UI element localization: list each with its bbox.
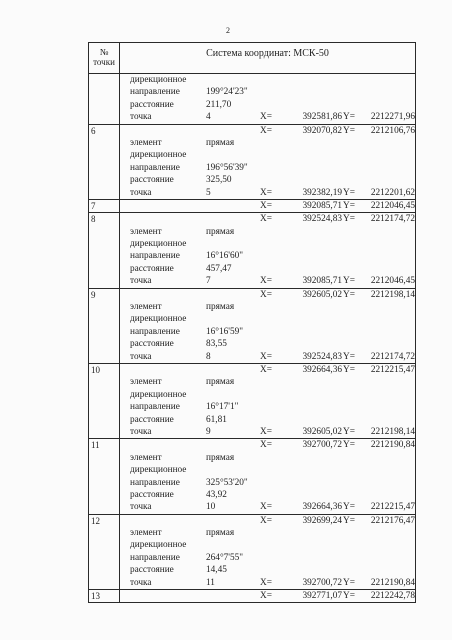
table-line bbox=[89, 200, 415, 212]
x-prefix: X= bbox=[260, 577, 272, 588]
table-line bbox=[89, 137, 415, 149]
point-number-cell: 6 bbox=[89, 125, 120, 199]
table-row bbox=[89, 515, 415, 590]
line-value: 8 bbox=[206, 351, 211, 362]
table-line bbox=[89, 263, 415, 275]
y-coordinate: 2212271,96 bbox=[370, 112, 415, 123]
line-value: 199°24'23" bbox=[206, 87, 248, 98]
line-label: дирекционное bbox=[130, 75, 187, 85]
line-value: прямая bbox=[206, 137, 235, 148]
x-coordinate: 392699,24 bbox=[302, 515, 342, 526]
table-row bbox=[89, 74, 415, 125]
line-label: точка bbox=[130, 502, 152, 513]
table-line bbox=[89, 86, 415, 98]
x-prefix: X= bbox=[260, 351, 272, 362]
table-line bbox=[89, 439, 415, 451]
table-row bbox=[89, 439, 415, 514]
x-coordinate: 392605,02 bbox=[302, 289, 342, 300]
x-coordinate: 392524,83 bbox=[302, 351, 342, 362]
page-number: 2 bbox=[226, 26, 230, 35]
table-line bbox=[89, 401, 415, 413]
point-number-cell: 10 bbox=[89, 364, 120, 438]
table-line bbox=[89, 452, 415, 464]
table-line bbox=[89, 74, 415, 86]
table-line bbox=[89, 590, 415, 602]
y-coordinate: 2212198,14 bbox=[370, 426, 415, 437]
table-line bbox=[89, 162, 415, 174]
line-label: дирекционное bbox=[130, 239, 187, 250]
y-coordinate: 2212106,76 bbox=[370, 125, 415, 136]
line-label: направление bbox=[130, 251, 180, 262]
x-prefix: X= bbox=[260, 502, 272, 513]
x-coordinate: 392581,86 bbox=[302, 112, 342, 123]
table-line bbox=[89, 489, 415, 501]
table-header bbox=[89, 43, 415, 74]
table-line bbox=[89, 187, 415, 199]
x-coordinate: 392700,72 bbox=[302, 577, 342, 588]
line-label: расстояние bbox=[130, 414, 174, 425]
y-prefix: Y= bbox=[343, 440, 355, 451]
y-prefix: Y= bbox=[343, 591, 355, 602]
line-label: направление bbox=[130, 402, 180, 413]
table-line bbox=[89, 313, 415, 325]
y-prefix: Y= bbox=[343, 276, 355, 287]
line-label: элемент bbox=[130, 452, 162, 463]
line-label: точка bbox=[130, 426, 152, 437]
line-label: элемент bbox=[130, 302, 162, 313]
x-prefix: X= bbox=[260, 125, 272, 136]
coordinates-table bbox=[88, 42, 416, 603]
table-line bbox=[89, 326, 415, 338]
table-line bbox=[89, 477, 415, 489]
table-line bbox=[89, 226, 415, 238]
x-coordinate: 392605,02 bbox=[302, 426, 342, 437]
table-line bbox=[89, 364, 415, 376]
line-label: элемент bbox=[130, 226, 162, 237]
line-label: точка bbox=[130, 187, 152, 198]
line-label: дирекционное bbox=[130, 389, 187, 400]
line-value: 61,81 bbox=[206, 414, 227, 425]
x-prefix: X= bbox=[260, 364, 272, 375]
y-prefix: Y= bbox=[343, 515, 355, 526]
table-line bbox=[89, 125, 415, 137]
line-value: 5 bbox=[206, 187, 211, 198]
table-line bbox=[89, 99, 415, 111]
y-prefix: Y= bbox=[343, 426, 355, 437]
y-prefix: Y= bbox=[343, 200, 355, 211]
y-coordinate: 2212176,47 bbox=[370, 515, 415, 526]
table-row bbox=[89, 590, 415, 602]
table-line bbox=[89, 301, 415, 313]
x-coordinate: 392700,72 bbox=[302, 440, 342, 451]
table-line bbox=[89, 213, 415, 225]
table-line bbox=[89, 539, 415, 551]
y-prefix: Y= bbox=[343, 289, 355, 300]
line-value: 325°53'20" bbox=[206, 477, 248, 488]
table-line bbox=[89, 238, 415, 250]
y-prefix: Y= bbox=[343, 187, 355, 198]
line-label: направление bbox=[130, 162, 180, 173]
line-value: прямая bbox=[206, 377, 235, 388]
table-line bbox=[89, 149, 415, 161]
y-coordinate: 2212242,78 bbox=[370, 591, 415, 602]
y-coordinate: 2212190,84 bbox=[370, 577, 415, 588]
table-line bbox=[89, 289, 415, 301]
x-prefix: X= bbox=[260, 440, 272, 451]
line-label: направление bbox=[130, 87, 180, 98]
line-value: 16°16'60" bbox=[206, 251, 244, 262]
table-row bbox=[89, 200, 415, 213]
y-coordinate: 2212190,84 bbox=[370, 440, 415, 451]
line-label: расстояние bbox=[130, 339, 174, 350]
table-line bbox=[89, 376, 415, 388]
x-coordinate: 392771,07 bbox=[302, 591, 342, 602]
y-coordinate: 2212174,72 bbox=[370, 214, 415, 225]
line-value: 325,50 bbox=[206, 175, 232, 186]
x-prefix: X= bbox=[260, 591, 272, 602]
x-prefix: X= bbox=[260, 289, 272, 300]
line-label: элемент bbox=[130, 377, 162, 388]
table-row bbox=[89, 125, 415, 200]
point-number-cell: 13 bbox=[89, 590, 120, 602]
line-label: элемент bbox=[130, 137, 162, 148]
line-label: расстояние bbox=[130, 263, 174, 274]
table-line bbox=[89, 464, 415, 476]
y-prefix: Y= bbox=[343, 214, 355, 225]
line-label: точка bbox=[130, 112, 152, 123]
table-line bbox=[89, 174, 415, 186]
y-coordinate: 2212046,45 bbox=[370, 200, 415, 211]
line-label: направление bbox=[130, 477, 180, 488]
x-coordinate: 392524,83 bbox=[302, 214, 342, 225]
line-label: дирекционное bbox=[130, 465, 187, 476]
line-label: дирекционное bbox=[130, 314, 187, 325]
line-value: 43,92 bbox=[206, 489, 227, 500]
line-value: 83,55 bbox=[206, 339, 227, 350]
x-prefix: X= bbox=[260, 112, 272, 123]
line-value: прямая bbox=[206, 452, 235, 463]
table-line bbox=[89, 501, 415, 513]
line-label: направление bbox=[130, 552, 180, 563]
table-row bbox=[89, 289, 415, 364]
y-prefix: Y= bbox=[343, 364, 355, 375]
line-value: 457,47 bbox=[206, 263, 232, 274]
x-coordinate: 392382,19 bbox=[302, 187, 342, 198]
y-coordinate: 2212174,72 bbox=[370, 351, 415, 362]
line-value: прямая bbox=[206, 302, 235, 313]
line-label: направление bbox=[130, 326, 180, 337]
point-number-cell: 12 bbox=[89, 515, 120, 589]
point-number-cell: 7 bbox=[89, 200, 120, 212]
table-line bbox=[89, 552, 415, 564]
line-value: 10 bbox=[206, 502, 216, 513]
line-value: 4 bbox=[206, 112, 211, 123]
y-prefix: Y= bbox=[343, 112, 355, 123]
table-row bbox=[89, 364, 415, 439]
table-body bbox=[89, 74, 415, 602]
point-number-header: № точки bbox=[89, 43, 120, 73]
line-value: 16°16'59" bbox=[206, 326, 244, 337]
x-coordinate: 392085,71 bbox=[302, 200, 342, 211]
line-label: точка bbox=[130, 577, 152, 588]
x-coordinate: 392085,71 bbox=[302, 276, 342, 287]
y-prefix: Y= bbox=[343, 502, 355, 513]
y-coordinate: 2212046,45 bbox=[370, 276, 415, 287]
y-prefix: Y= bbox=[343, 577, 355, 588]
table-line bbox=[89, 111, 415, 123]
table-line bbox=[89, 426, 415, 438]
table-line bbox=[89, 338, 415, 350]
y-coordinate: 2212215,47 bbox=[370, 364, 415, 375]
line-label: элемент bbox=[130, 528, 162, 539]
line-label: дирекционное bbox=[130, 540, 187, 551]
line-value: 16°17'1" bbox=[206, 402, 239, 413]
table-line bbox=[89, 275, 415, 287]
table-line bbox=[89, 564, 415, 576]
table-line bbox=[89, 389, 415, 401]
y-coordinate: 2212215,47 bbox=[370, 502, 415, 513]
x-prefix: X= bbox=[260, 276, 272, 287]
table-line bbox=[89, 351, 415, 363]
line-label: расстояние bbox=[130, 489, 174, 500]
x-prefix: X= bbox=[260, 200, 272, 211]
table-row bbox=[89, 213, 415, 288]
line-label: дирекционное bbox=[130, 150, 187, 161]
x-coordinate: 392664,36 bbox=[302, 364, 342, 375]
y-prefix: Y= bbox=[343, 351, 355, 362]
line-value: 14,45 bbox=[206, 565, 227, 576]
y-coordinate: 2212201,62 bbox=[370, 187, 415, 198]
line-value: 7 bbox=[206, 276, 211, 287]
coordinate-system-header: Система координат: МСК-50 bbox=[206, 48, 329, 59]
line-label: расстояние bbox=[130, 175, 174, 186]
line-label: точка bbox=[130, 351, 152, 362]
table-line bbox=[89, 250, 415, 262]
point-number-cell: 11 bbox=[89, 439, 120, 513]
y-prefix: Y= bbox=[343, 125, 355, 136]
line-label: точка bbox=[130, 276, 152, 287]
table-line bbox=[89, 414, 415, 426]
x-coordinate: 392664,36 bbox=[302, 502, 342, 513]
x-prefix: X= bbox=[260, 515, 272, 526]
point-number-cell: 8 bbox=[89, 213, 120, 287]
table-line bbox=[89, 515, 415, 527]
x-prefix: X= bbox=[260, 214, 272, 225]
line-value: прямая bbox=[206, 528, 235, 539]
x-prefix: X= bbox=[260, 426, 272, 437]
line-value: 196°56'39" bbox=[206, 162, 248, 173]
line-value: 9 bbox=[206, 426, 211, 437]
line-value: 11 bbox=[206, 577, 215, 588]
x-prefix: X= bbox=[260, 187, 272, 198]
line-value: 211,70 bbox=[206, 99, 232, 110]
table-line bbox=[89, 577, 415, 589]
x-coordinate: 392070,82 bbox=[302, 125, 342, 136]
line-value: прямая bbox=[206, 226, 235, 237]
table-line bbox=[89, 527, 415, 539]
y-coordinate: 2212198,14 bbox=[370, 289, 415, 300]
line-value: 264°7'55" bbox=[206, 552, 244, 563]
line-label: расстояние bbox=[130, 565, 174, 576]
point-number-cell: 9 bbox=[89, 289, 120, 363]
line-label: расстояние bbox=[130, 99, 174, 110]
